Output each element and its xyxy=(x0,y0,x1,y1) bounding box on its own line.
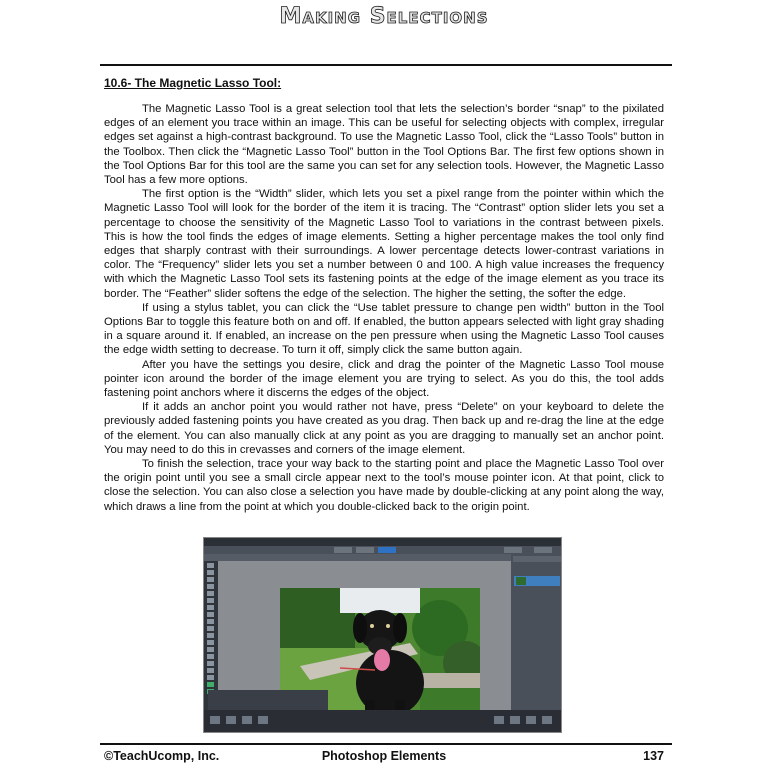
app-canvas xyxy=(218,561,511,710)
photoshop-elements-screenshot xyxy=(203,537,562,733)
footer-rule xyxy=(100,743,672,745)
header-rule xyxy=(100,64,672,66)
paragraph: If it adds an anchor point you would rather not have, press “Delete” on your keyboard to delete the previously added fastening points you have created as you drag. Then back up and re-drag the line at the edge of the element. You can also manually click at any point as you are dragging to manually set an anchor point. You may need to do this in crevasses and corners of the image element. xyxy=(104,401,664,456)
app-menubar xyxy=(204,538,561,546)
tool-options-area xyxy=(208,690,328,710)
layers-panel xyxy=(511,554,562,710)
page-title: Making Selections xyxy=(279,4,489,29)
paragraph: The first option is the “Width” slider, which lets you set a pixel range from the pointer within which the Magnetic Lasso Tool will look for the border of the item it is tracing. The “Contrast” option slider lets you set a percentage to choose the sensitivity of the Magnetic Lasso Tool to variations in the contrast between pixels. This is how the tool finds the edges of image elements. Setting a higher percentage makes the tool only find edges that sharply contrast with their surroundings. A lower percentage detects lower-contrast variations in color. The “Frequency” slider lets you set a number between 0 and 100. A high value increases the frequency with which the Magnetic Lasso Tool sets its fastening points at the edge of the image element as you trace its border. The “Feather” slider softens the edge of the selection. The higher the setting, the softer the edge. xyxy=(104,188,664,300)
app-options-bar xyxy=(204,554,561,561)
body-text xyxy=(104,102,664,514)
layer-thumbnail xyxy=(514,576,560,586)
footer-copyright: ©TeachUcomp, Inc. xyxy=(104,749,220,763)
footer-book-title: Photoshop Elements xyxy=(321,749,447,763)
section-heading: 10.6- The Magnetic Lasso Tool: xyxy=(104,76,282,90)
paragraph: The Magnetic Lasso Tool is a great selection tool that lets the selection’s border “snap” to the pixilated edges of an element you trace within an image. This can be useful for selecting objects with complex, irregular edges set against a high-contrast background. To use the Magnetic Lasso Tool, click the “Lasso Tools” button in the Toolbox. Then click the “Magnetic Lasso Tool” button in the Tool Options Bar. The first few options shown in the Tool Options Bar for this tool are the same you can set for any selection tools. However, the Magnetic Lasso Tool has a few more options. xyxy=(104,103,664,187)
paragraph: After you have the settings you desire, click and drag the pointer of the Magnetic Lasso Tool mouse pointer icon around the border of the image element you are trying to select. As you do this, the tool adds fastening point anchors where it discerns the edges of the object. xyxy=(104,358,664,400)
paragraph: To finish the selection, trace your way back to the starting point and place the Magnetic Lasso Tool over the origin point until you see a small circle appear next to the tool’s mouse pointer icon. At that point, click to close the selection. You can also close a selection you have made by double-clicking at any point along the way, which draws a line from the point at which you double-clicked back to the origin point. xyxy=(104,458,664,513)
footer-page-number: 137 xyxy=(643,749,664,763)
paragraph: If using a stylus tablet, you can click the “Use tablet pressure to change pen width” button in the Tool Options Bar to toggle this feature both on and off. If enabled, the button appears selected with light gray shading in a square around it. If enabled, an increase on the pen pressure when using the Magnetic Lasso Tool causes the edge width setting to decrease. To turn it off, simply click the same button again. xyxy=(104,301,664,357)
app-toolbox xyxy=(204,561,218,710)
app-bottom-bar xyxy=(204,710,561,732)
app-mode-tabs xyxy=(204,546,561,554)
